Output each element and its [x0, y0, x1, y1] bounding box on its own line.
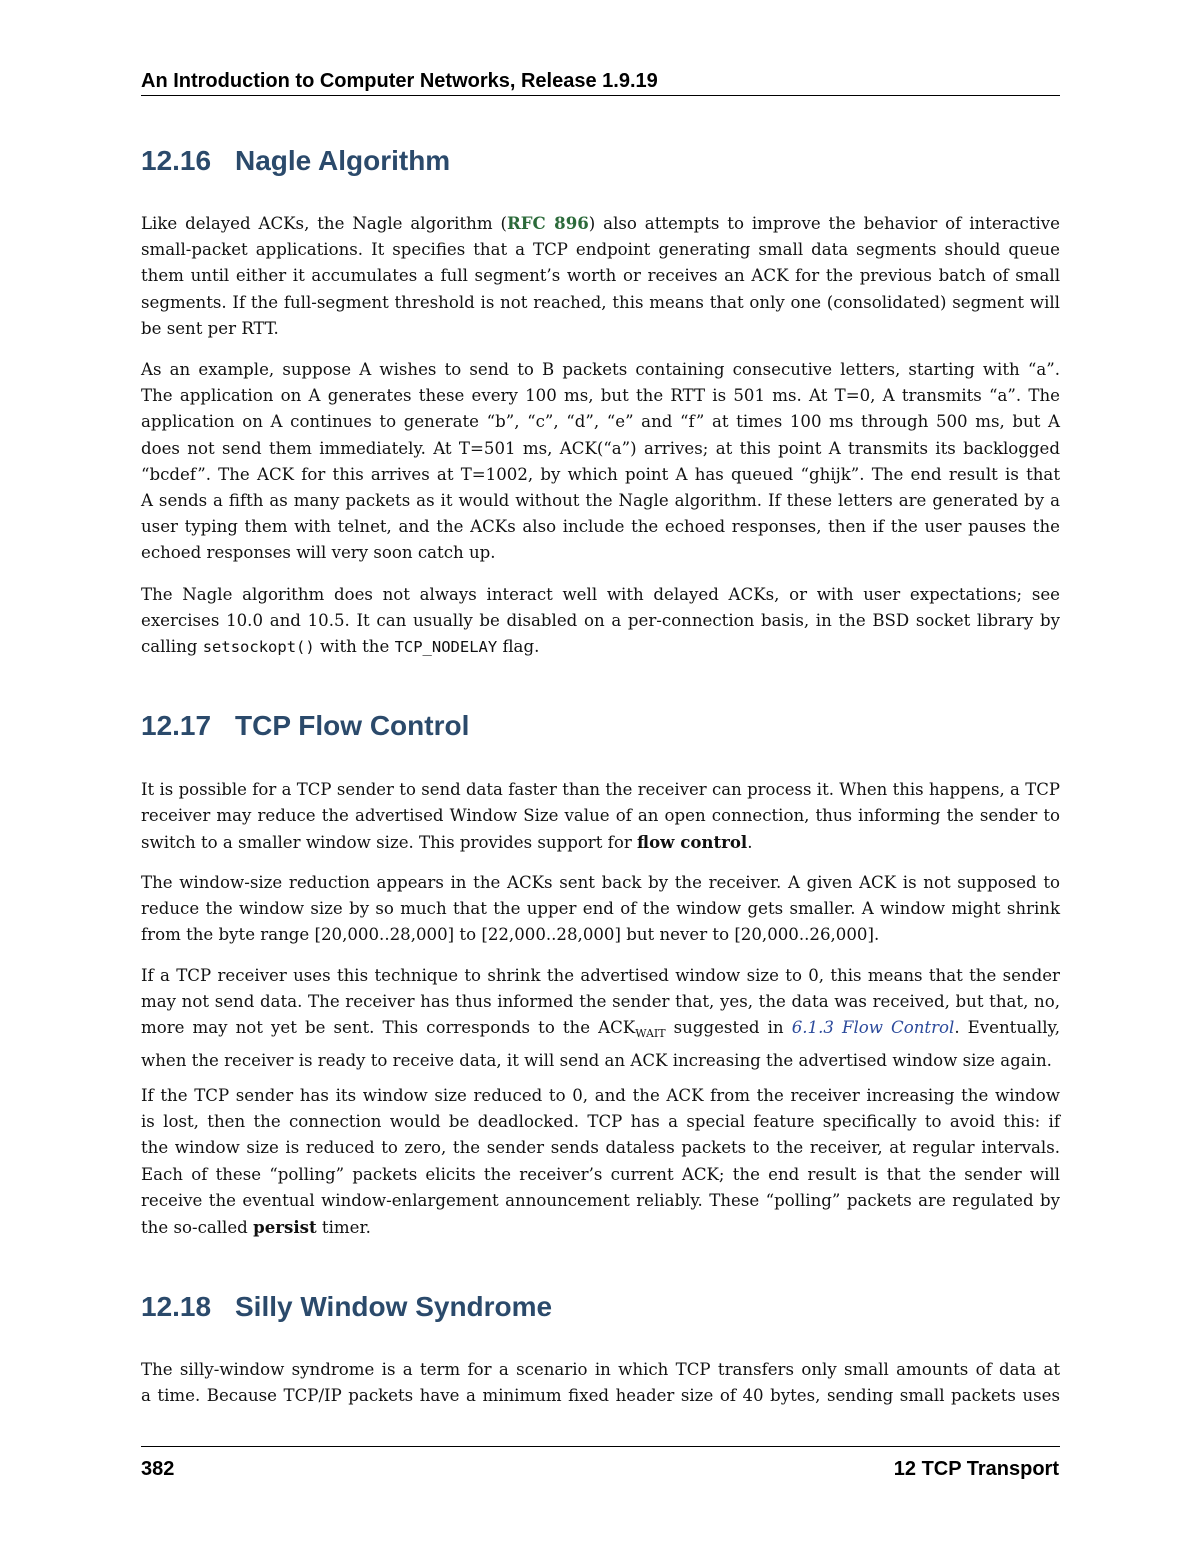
paragraph-flow-intro: [141, 777, 1060, 857]
text-line: The Nagle algorithm does not always interact well with delayed ACKs, or with user expectations; see: [141, 585, 1060, 604]
text-line: be sent per RTT.: [141, 318, 279, 338]
paragraph-nagle-intro: [141, 210, 1060, 342]
text-line: may not send data. The receiver has thus informed the sender that, yes, the data was received, but that, no,: [141, 992, 1060, 1012]
text-line: “bcdef”. The ACK for this arrives at T=1002, by which point A has queued “ghijk”. The end result is that: [141, 464, 1060, 484]
code-tcp-nodelay: TCP_NODELAY: [394, 638, 498, 657]
section-heading-nagle: [141, 144, 450, 178]
code-setsockopt: setsockopt(): [202, 638, 315, 657]
text-line: the window size is reduced to zero, the sender sends dataless packets to the receiver, at regular intervals.: [141, 1138, 1060, 1158]
footer-rule: [141, 1446, 1060, 1447]
paragraph-persist-timer: [141, 1083, 1060, 1241]
text-line: Like delayed ACKs, the Nagle algorithm (RFC 896) also attempts to improve the behavior of interactive: [141, 213, 1060, 233]
running-header: An Introduction to Computer Networks, Release 1.9.19: [141, 70, 658, 92]
text-line: It is possible for a TCP sender to send data faster than the receiver can process it. When this happens, a TCP: [141, 780, 1060, 799]
text-line: receiver may reduce the advertised Window Size value of an open connection, thus informing the sender to: [141, 806, 1060, 826]
paragraph-nagle-delayed-acks: [141, 582, 1060, 661]
chapter-title: 12 TCP Transport: [893, 1458, 1059, 1480]
text-line: user typing them with telnet, and the ACKs also include the echoed responses, then if the user pauses the: [141, 517, 1060, 537]
text-line: a time. Because TCP/IP packets have a minimum fixed header size of 40 bytes, sending small packets uses: [141, 1386, 1060, 1406]
ack-subscript: WAIT: [635, 1027, 666, 1041]
section-title: TCP Flow Control: [235, 710, 470, 741]
header-rule: [141, 95, 1060, 96]
paragraph-window-reduction: [141, 870, 1060, 949]
section-number: 12.18: [141, 1291, 212, 1322]
section-heading-flow-control: [141, 709, 469, 743]
text-line: calling setsockopt() with the TCP_NODELAY flag.: [141, 637, 540, 657]
text-line: more may not yet be sent. This corresponds to the $ACK_{WAIT}$ suggested in 6.1.3 Flow Control. Eventually,: [141, 1018, 1060, 1041]
text-line: The window-size reduction appears in the ACKs sent back by the receiver. A given ACK is not supposed to: [141, 873, 1060, 892]
rfc-896-link[interactable]: RFC 896: [506, 213, 589, 233]
paragraph-nagle-example: [141, 357, 1060, 567]
text-line: is lost, then the connection would be deadlocked. TCP has a special feature specifically to avoid this: if: [141, 1112, 1060, 1132]
text-line: Each of these “polling” packets elicits the receiver’s current ACK; the end result is that the sender will: [141, 1164, 1060, 1184]
text-line: If the TCP sender has its window size reduced to 0, and the ACK from the receiver increasing the window: [141, 1086, 1060, 1105]
bold-term: flow control: [637, 832, 748, 853]
section-title: Nagle Algorithm: [235, 145, 451, 176]
text-line: As an example, suppose A wishes to send to B packets containing consecutive letters, starting with “a”.: [141, 360, 1060, 379]
bold-term: persist: [253, 1217, 317, 1238]
text-line: segments. If the full-segment threshold is not reached, this means that only one (consolidated) segment will: [141, 292, 1060, 312]
text-line: If a TCP receiver uses this technique to shrink the advertised window size to 0, this means that the sender: [141, 966, 1060, 985]
paragraph-zero-window: [141, 963, 1060, 1074]
text-line: small-packet applications. It specifies that a TCP endpoint generating small data segments should queue: [141, 240, 1060, 260]
paragraph-silly-window-intro: [141, 1357, 1060, 1409]
text-line: the so-called persist timer.: [141, 1217, 371, 1238]
text-line: them until either it accumulates a full segment’s worth or receives an ACK for the previous batch of small: [141, 266, 1060, 286]
text-line: The silly-window syndrome is a term for a scenario in which TCP transfers only small amounts of data at: [141, 1360, 1060, 1379]
text-line: exercises 10.0 and 10.5. It can usually be disabled on a per-connection basis, in the BSD socket library by: [141, 611, 1060, 631]
flow-control-link[interactable]: 6.1.3 Flow Control: [791, 1018, 955, 1038]
text-line: does not send them immediately. At T=501 ms, ACK(“a”) arrives; at this point A transmits its backlogged: [141, 438, 1060, 458]
text-line: reduce the window size by so much that the upper end of the window gets smaller. A window might shrink: [141, 899, 1060, 919]
text-line: echoed responses will very soon catch up.: [141, 543, 496, 563]
text-line: receive the eventual window-enlargement announcement reliably. These “polling” packets are regulated by: [141, 1190, 1060, 1210]
section-heading-silly-window: [141, 1290, 552, 1324]
text-line: application on A continues to generate “b”, “c”, “d”, “e” and “f” at times 100 ms through 500 ms, but A: [141, 412, 1060, 432]
text-line: switch to a smaller window size. This provides support for flow control.: [141, 832, 753, 853]
section-title: Silly Window Syndrome: [235, 1291, 553, 1322]
page-number: 382: [141, 1458, 175, 1480]
text-line: A sends a fifth as many packets as it would without the Nagle algorithm. If these letters are generated by a: [141, 491, 1060, 511]
section-number: 12.16: [141, 145, 212, 176]
text-line: from the byte range [20,000..28,000] to [22,000..28,000] but never to [20,000..26,000].: [141, 925, 880, 945]
text-line: when the receiver is ready to receive data, it will send an ACK increasing the advertised window size again.: [141, 1050, 1052, 1070]
text-line: The application on A generates these every 100 ms, but the RTT is 501 ms. At T=0, A transmits “a”. The: [141, 386, 1060, 406]
section-number: 12.17: [141, 710, 212, 741]
